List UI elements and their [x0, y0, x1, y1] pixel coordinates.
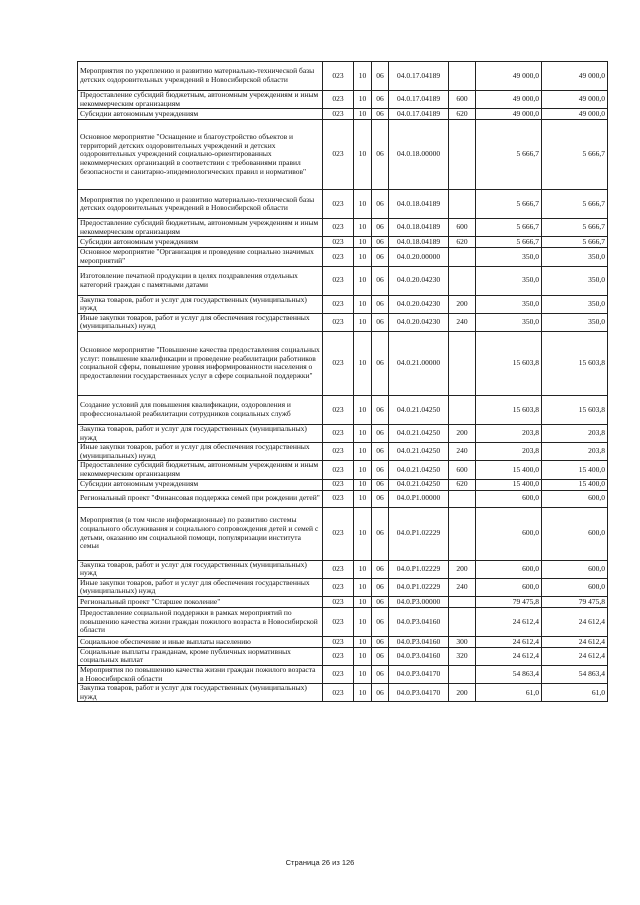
- subsection-code: 06: [372, 313, 389, 331]
- subsection-code: 06: [372, 461, 389, 479]
- item-name: Закупка товаров, работ и услуг для государственных (муниципальных) нужд: [78, 424, 323, 442]
- amount-year-2: 600,0: [542, 490, 608, 507]
- amount-year-2: 5 666,7: [542, 190, 608, 219]
- subsection-code: 06: [372, 647, 389, 665]
- subsection-code: 06: [372, 596, 389, 607]
- expense-type-code: [449, 62, 476, 91]
- item-name: Региональный проект "Финансовая поддержка семей при рождении детей": [78, 490, 323, 507]
- section-code: 10: [354, 395, 372, 424]
- dept-code: 023: [323, 596, 354, 607]
- item-name: Основное мероприятие "Оснащение и благоустройство объектов и территорий детских оздоровительных учреждений и детских оздоровительных учреждений социально-ориентированных некоммерческих организаций в соответствии с требованиями правил безопасности и санитарно-эпидемиологических правил и нормативов": [78, 120, 323, 190]
- section-code: 10: [354, 190, 372, 219]
- table-row: [78, 248, 608, 266]
- table-row: [78, 636, 608, 647]
- amount-year-1: 350,0: [476, 248, 542, 266]
- subsection-code: 06: [372, 507, 389, 560]
- section-code: 10: [354, 596, 372, 607]
- amount-year-1: 5 666,7: [476, 219, 542, 237]
- expense-type-code: [449, 395, 476, 424]
- expense-type-code: 200: [449, 295, 476, 313]
- expense-type-code: [449, 331, 476, 395]
- section-code: 10: [354, 219, 372, 237]
- section-code: 10: [354, 331, 372, 395]
- amount-year-2: 203,8: [542, 424, 608, 442]
- item-name: Закупка товаров, работ и услуг для государственных (муниципальных) нужд: [78, 684, 323, 702]
- dept-code: 023: [323, 91, 354, 109]
- item-name: Предоставление субсидий бюджетным, автономным учреждениям и иным некоммерческим организациям: [78, 219, 323, 237]
- dept-code: 023: [323, 507, 354, 560]
- dept-code: 023: [323, 62, 354, 91]
- table-row: [78, 461, 608, 479]
- amount-year-1: 600,0: [476, 578, 542, 596]
- amount-year-2: 350,0: [542, 313, 608, 331]
- table-row: [78, 331, 608, 395]
- target-article-code: 04.0.17.04189: [389, 109, 449, 120]
- amount-year-2: 600,0: [542, 560, 608, 578]
- item-name: Предоставление субсидий бюджетным, автономным учреждениям и иным некоммерческим организациям: [78, 91, 323, 109]
- amount-year-1: 5 666,7: [476, 237, 542, 248]
- dept-code: 023: [323, 120, 354, 190]
- dept-code: 023: [323, 424, 354, 442]
- subsection-code: 06: [372, 560, 389, 578]
- amount-year-1: 5 666,7: [476, 190, 542, 219]
- item-name: Мероприятия по повышению качества жизни граждан пожилого возраста в Новосибирской области: [78, 666, 323, 684]
- subsection-code: 06: [372, 248, 389, 266]
- table-row: [78, 666, 608, 684]
- section-code: 10: [354, 295, 372, 313]
- target-article-code: 04.0.18.04189: [389, 219, 449, 237]
- item-name: Субсидии автономным учреждениям: [78, 237, 323, 248]
- dept-code: 023: [323, 237, 354, 248]
- expense-type-code: [449, 490, 476, 507]
- table-row: [78, 596, 608, 607]
- amount-year-1: 49 000,0: [476, 109, 542, 120]
- item-name: Иные закупки товаров, работ и услуг для обеспечения государственных (муниципальных) нужд: [78, 313, 323, 331]
- amount-year-2: 350,0: [542, 266, 608, 295]
- amount-year-1: 600,0: [476, 560, 542, 578]
- subsection-code: 06: [372, 636, 389, 647]
- subsection-code: 06: [372, 266, 389, 295]
- table-row: [78, 190, 608, 219]
- section-code: 10: [354, 266, 372, 295]
- expense-type-code: 620: [449, 479, 476, 490]
- amount-year-1: 5 666,7: [476, 120, 542, 190]
- amount-year-2: 203,8: [542, 443, 608, 461]
- item-name: Субсидии автономным учреждениям: [78, 479, 323, 490]
- subsection-code: 06: [372, 237, 389, 248]
- amount-year-1: 24 612,4: [476, 607, 542, 636]
- budget-table: [77, 61, 608, 702]
- section-code: 10: [354, 490, 372, 507]
- item-name: Создание условий для повышения квалификации, оздоровления и профессиональной реабилитации сотрудников социальных служб: [78, 395, 323, 424]
- expense-type-code: 300: [449, 636, 476, 647]
- section-code: 10: [354, 607, 372, 636]
- subsection-code: 06: [372, 219, 389, 237]
- target-article-code: 04.0.21.04250: [389, 443, 449, 461]
- target-article-code: 04.0.P3.04160: [389, 607, 449, 636]
- table-row: [78, 109, 608, 120]
- target-article-code: 04.0.21.04250: [389, 395, 449, 424]
- amount-year-1: 24 612,4: [476, 647, 542, 665]
- item-name: Основное мероприятие "Организация и проведение социально значимых мероприятий": [78, 248, 323, 266]
- dept-code: 023: [323, 607, 354, 636]
- amount-year-2: 15 400,0: [542, 479, 608, 490]
- amount-year-2: 49 000,0: [542, 62, 608, 91]
- expense-type-code: 240: [449, 578, 476, 596]
- subsection-code: 06: [372, 295, 389, 313]
- item-name: Предоставление субсидий бюджетным, автономным учреждениям и иным некоммерческим организациям: [78, 461, 323, 479]
- target-article-code: 04.0.20.04230: [389, 266, 449, 295]
- dept-code: 023: [323, 560, 354, 578]
- dept-code: 023: [323, 331, 354, 395]
- expense-type-code: [449, 120, 476, 190]
- amount-year-1: 49 000,0: [476, 62, 542, 91]
- amount-year-2: 15 603,8: [542, 331, 608, 395]
- section-code: 10: [354, 461, 372, 479]
- amount-year-1: 350,0: [476, 266, 542, 295]
- section-code: 10: [354, 684, 372, 702]
- target-article-code: 04.0.P3.04160: [389, 647, 449, 665]
- table-row: [78, 237, 608, 248]
- item-name: Мероприятия по укреплению и развитию материально-технической базы детских оздоровительных учреждений в Новосибирской области: [78, 62, 323, 91]
- dept-code: 023: [323, 647, 354, 665]
- table-row: [78, 443, 608, 461]
- amount-year-2: 24 612,4: [542, 636, 608, 647]
- amount-year-2: 24 612,4: [542, 647, 608, 665]
- section-code: 10: [354, 248, 372, 266]
- item-name: Мероприятия по укреплению и развитию материально-технической базы детских оздоровительных учреждений в Новосибирской области: [78, 190, 323, 219]
- amount-year-1: 24 612,4: [476, 636, 542, 647]
- dept-code: 023: [323, 266, 354, 295]
- amount-year-2: 600,0: [542, 507, 608, 560]
- amount-year-1: 15 603,8: [476, 331, 542, 395]
- table-row: [78, 479, 608, 490]
- table-row: [78, 295, 608, 313]
- table-row: [78, 395, 608, 424]
- amount-year-2: 350,0: [542, 248, 608, 266]
- amount-year-2: 49 000,0: [542, 109, 608, 120]
- amount-year-2: 600,0: [542, 578, 608, 596]
- dept-code: 023: [323, 109, 354, 120]
- amount-year-2: 5 666,7: [542, 120, 608, 190]
- expense-type-code: [449, 596, 476, 607]
- section-code: 10: [354, 424, 372, 442]
- subsection-code: 06: [372, 331, 389, 395]
- target-article-code: 04.0.20.04230: [389, 295, 449, 313]
- expense-type-code: [449, 266, 476, 295]
- expense-type-code: 620: [449, 237, 476, 248]
- dept-code: 023: [323, 461, 354, 479]
- section-code: 10: [354, 109, 372, 120]
- item-name: Изготовление печатной продукции в целях поздравления отдельных категорий граждан с памятными датами: [78, 266, 323, 295]
- subsection-code: 06: [372, 395, 389, 424]
- subsection-code: 06: [372, 424, 389, 442]
- section-code: 10: [354, 237, 372, 248]
- dept-code: 023: [323, 490, 354, 507]
- amount-year-2: 79 475,8: [542, 596, 608, 607]
- expense-type-code: [449, 248, 476, 266]
- table-row: [78, 684, 608, 702]
- amount-year-2: 54 863,4: [542, 666, 608, 684]
- table-row: [78, 120, 608, 190]
- amount-year-1: 203,8: [476, 443, 542, 461]
- target-article-code: 04.0.P1.02229: [389, 507, 449, 560]
- expense-type-code: 600: [449, 461, 476, 479]
- expense-type-code: 240: [449, 313, 476, 331]
- item-name: Иные закупки товаров, работ и услуг для обеспечения государственных (муниципальных) нужд: [78, 443, 323, 461]
- expense-type-code: 620: [449, 109, 476, 120]
- amount-year-1: 203,8: [476, 424, 542, 442]
- dept-code: 023: [323, 190, 354, 219]
- subsection-code: 06: [372, 490, 389, 507]
- subsection-code: 06: [372, 607, 389, 636]
- target-article-code: 04.0.P3.04160: [389, 636, 449, 647]
- dept-code: 023: [323, 248, 354, 266]
- target-article-code: 04.0.21.04250: [389, 479, 449, 490]
- subsection-code: 06: [372, 479, 389, 490]
- item-name: Мероприятия (в том числе информационные) по развитию системы социального обслуживания и социального сопровождения детей и семей с детьми, оказанию им социальной помощи, популяризации института семьи: [78, 507, 323, 560]
- target-article-code: 04.0.18.04189: [389, 237, 449, 248]
- expense-type-code: 200: [449, 424, 476, 442]
- expense-type-code: 600: [449, 219, 476, 237]
- table-row: [78, 424, 608, 442]
- section-code: 10: [354, 578, 372, 596]
- amount-year-2: 15 400,0: [542, 461, 608, 479]
- subsection-code: 06: [372, 684, 389, 702]
- dept-code: 023: [323, 219, 354, 237]
- target-article-code: 04.0.17.04189: [389, 91, 449, 109]
- subsection-code: 06: [372, 62, 389, 91]
- target-article-code: 04.0.20.04230: [389, 313, 449, 331]
- table-row: [78, 647, 608, 665]
- item-name: Социальное обеспечение и иные выплаты населению: [78, 636, 323, 647]
- amount-year-2: 49 000,0: [542, 91, 608, 109]
- dept-code: 023: [323, 395, 354, 424]
- amount-year-1: 15 400,0: [476, 479, 542, 490]
- table-row: [78, 91, 608, 109]
- page-footer: Страница 26 из 126: [285, 858, 355, 867]
- amount-year-1: 600,0: [476, 490, 542, 507]
- dept-code: 023: [323, 443, 354, 461]
- dept-code: 023: [323, 666, 354, 684]
- section-code: 10: [354, 479, 372, 490]
- target-article-code: 04.0.P3.00000: [389, 596, 449, 607]
- dept-code: 023: [323, 684, 354, 702]
- expense-type-code: 600: [449, 91, 476, 109]
- expense-type-code: 200: [449, 684, 476, 702]
- item-name: Региональный проект "Старшее поколение": [78, 596, 323, 607]
- dept-code: 023: [323, 295, 354, 313]
- section-code: 10: [354, 636, 372, 647]
- target-article-code: 04.0.21.04250: [389, 461, 449, 479]
- amount-year-1: 350,0: [476, 295, 542, 313]
- section-code: 10: [354, 62, 372, 91]
- table-row: [78, 219, 608, 237]
- expense-type-code: [449, 607, 476, 636]
- target-article-code: 04.0.18.04189: [389, 190, 449, 219]
- section-code: 10: [354, 120, 372, 190]
- target-article-code: 04.0.20.00000: [389, 248, 449, 266]
- target-article-code: 04.0.P1.00000: [389, 490, 449, 507]
- table-row: [78, 607, 608, 636]
- amount-year-2: 5 666,7: [542, 219, 608, 237]
- target-article-code: 04.0.21.00000: [389, 331, 449, 395]
- section-code: 10: [354, 666, 372, 684]
- target-article-code: 04.0.21.04250: [389, 424, 449, 442]
- subsection-code: 06: [372, 578, 389, 596]
- amount-year-2: 350,0: [542, 295, 608, 313]
- expense-type-code: [449, 507, 476, 560]
- table-row: [78, 490, 608, 507]
- amount-year-1: 79 475,8: [476, 596, 542, 607]
- amount-year-1: 61,0: [476, 684, 542, 702]
- expense-type-code: 200: [449, 560, 476, 578]
- expense-type-code: [449, 190, 476, 219]
- section-code: 10: [354, 91, 372, 109]
- amount-year-1: 49 000,0: [476, 91, 542, 109]
- amount-year-1: 350,0: [476, 313, 542, 331]
- amount-year-1: 54 863,4: [476, 666, 542, 684]
- dept-code: 023: [323, 636, 354, 647]
- target-article-code: 04.0.P1.02229: [389, 560, 449, 578]
- table-row: [78, 313, 608, 331]
- table-row: [78, 560, 608, 578]
- dept-code: 023: [323, 578, 354, 596]
- item-name: Закупка товаров, работ и услуг для государственных (муниципальных) нужд: [78, 560, 323, 578]
- section-code: 10: [354, 507, 372, 560]
- expense-type-code: 240: [449, 443, 476, 461]
- item-name: Социальные выплаты гражданам, кроме публичных нормативных социальных выплат: [78, 647, 323, 665]
- item-name: Закупка товаров, работ и услуг для государственных (муниципальных) нужд: [78, 295, 323, 313]
- subsection-code: 06: [372, 666, 389, 684]
- item-name: Субсидии автономным учреждениям: [78, 109, 323, 120]
- target-article-code: 04.0.P3.04170: [389, 666, 449, 684]
- item-name: Предоставление социальной поддержки в рамках мероприятий по повышению качества жизни граждан пожилого возраста в Новосибирской области: [78, 607, 323, 636]
- item-name: Основное мероприятие "Повышение качества предоставления социальных услуг: повышение квалификации и проведение реабилитации работников социальной сферы, повышение уровня информированности населения о предоставлении государственных услуг в сфере социальной поддержки": [78, 331, 323, 395]
- table-row: [78, 507, 608, 560]
- section-code: 10: [354, 560, 372, 578]
- table-row: [78, 266, 608, 295]
- target-article-code: 04.0.P1.02229: [389, 578, 449, 596]
- table-body: [78, 62, 608, 702]
- amount-year-2: 61,0: [542, 684, 608, 702]
- target-article-code: 04.0.18.00000: [389, 120, 449, 190]
- dept-code: 023: [323, 313, 354, 331]
- expense-type-code: 320: [449, 647, 476, 665]
- subsection-code: 06: [372, 443, 389, 461]
- amount-year-1: 15 400,0: [476, 461, 542, 479]
- expense-type-code: [449, 666, 476, 684]
- amount-year-1: 15 603,8: [476, 395, 542, 424]
- target-article-code: 04.0.17.04189: [389, 62, 449, 91]
- item-name: Иные закупки товаров, работ и услуг для обеспечения государственных (муниципальных) нужд: [78, 578, 323, 596]
- table-row: [78, 578, 608, 596]
- amount-year-2: 15 603,8: [542, 395, 608, 424]
- subsection-code: 06: [372, 120, 389, 190]
- section-code: 10: [354, 647, 372, 665]
- table-row: [78, 62, 608, 91]
- section-code: 10: [354, 313, 372, 331]
- subsection-code: 06: [372, 109, 389, 120]
- dept-code: 023: [323, 479, 354, 490]
- amount-year-2: 24 612,4: [542, 607, 608, 636]
- target-article-code: 04.0.P3.04170: [389, 684, 449, 702]
- amount-year-1: 600,0: [476, 507, 542, 560]
- section-code: 10: [354, 443, 372, 461]
- subsection-code: 06: [372, 190, 389, 219]
- subsection-code: 06: [372, 91, 389, 109]
- amount-year-2: 5 666,7: [542, 237, 608, 248]
